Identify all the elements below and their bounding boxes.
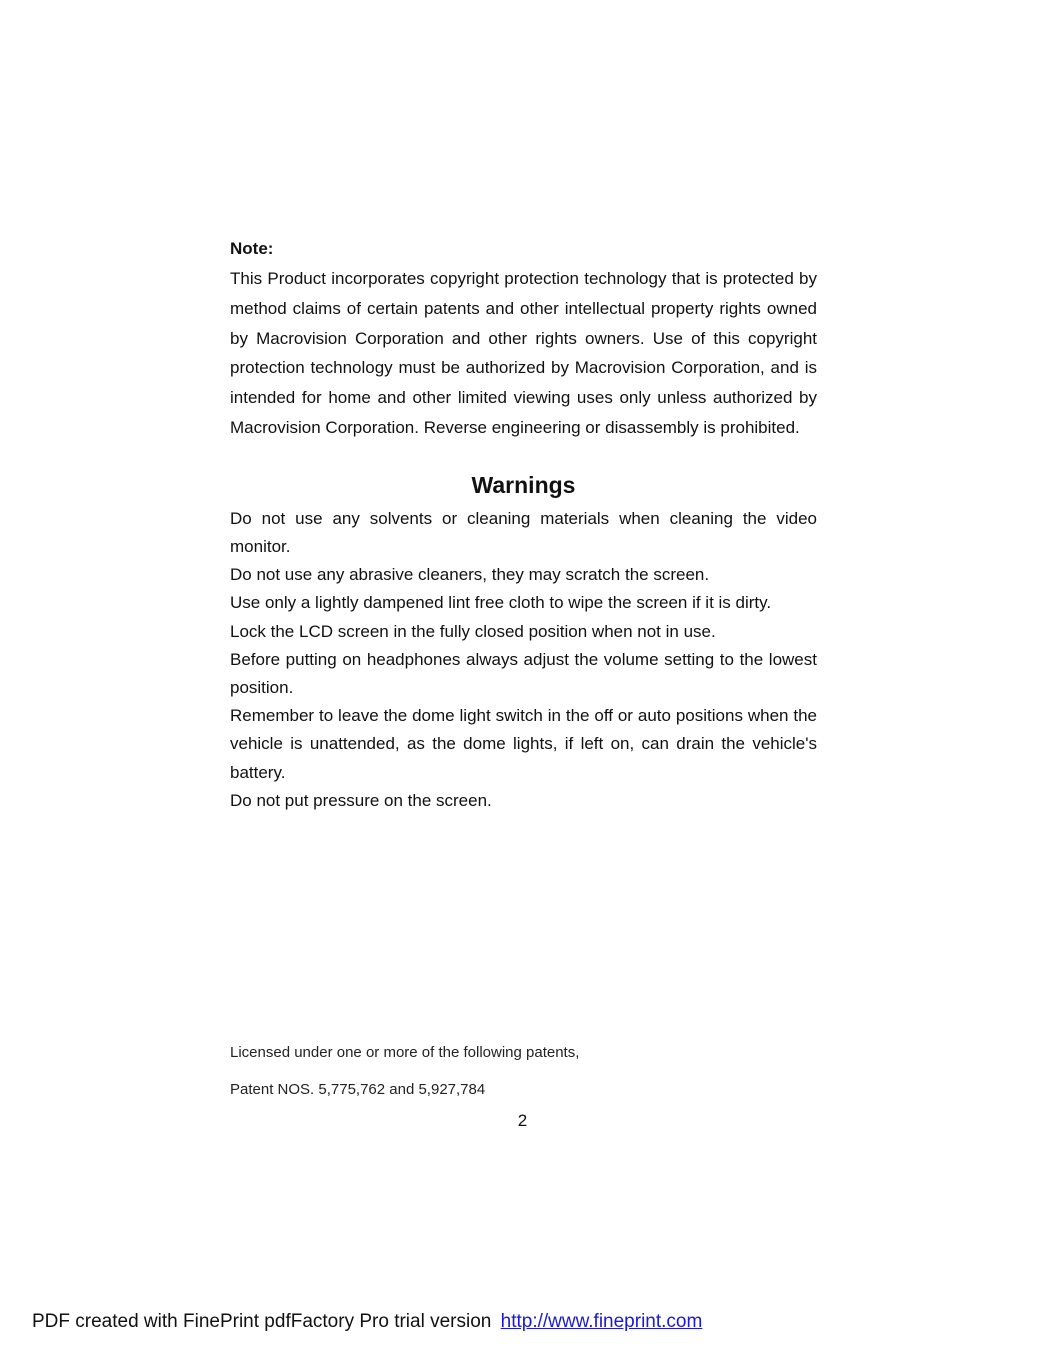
warning-item: Do not use any abrasive cleaners, they may scratch the screen. [230, 565, 710, 585]
patent-notice [230, 1034, 730, 1108]
warning-item: Before putting on headphones always adjust the volume setting to the lowest position. [230, 649, 817, 697]
warning-item: Do not use any solvents or cleaning materials when cleaning the video monitor. [230, 508, 817, 556]
warnings-title: Warnings [471, 471, 576, 498]
warning-item: Use only a lightly dampened lint free cloth to wipe the screen if it is dirty. [230, 593, 772, 613]
pdf-footer [32, 1311, 702, 1333]
warning-item: Remember to leave the dome light switch in the off or auto positions when the vehicle is unattended, as the dome lights, if left on, can drain the vehicle's battery. [230, 706, 817, 782]
note-body: This Product incorporates copyright protection technology that is protected by method claims of certain patents and other intellectual property rights owned by Macrovision Corporation and other rights owners. Use of this copyright protection technology must be authorized by Macrovision Corporation, and is intended for home and other limited viewing uses only unless authorized by Macrovision Corporation. Reverse engineering or disassembly is prohibited. [230, 269, 817, 437]
patent-numbers-line: Patent NOS. 5,775,762 and 5,927,784 [230, 1081, 486, 1098]
warning-item: Do not put pressure on the screen. [230, 790, 492, 810]
main-content [230, 236, 817, 815]
patent-license-line: Licensed under one or more of the following patents, [230, 1044, 580, 1061]
warnings-list [230, 505, 817, 815]
footer-text: PDF created with FinePrint pdfFactory Pro trial version [32, 1311, 492, 1332]
warning-item: Lock the LCD screen in the fully closed position when not in use. [230, 621, 716, 641]
fineprint-link[interactable]: http://www.fineprint.com [500, 1311, 703, 1332]
note-label: Note: [230, 239, 274, 258]
page-number: 2 [517, 1111, 528, 1130]
